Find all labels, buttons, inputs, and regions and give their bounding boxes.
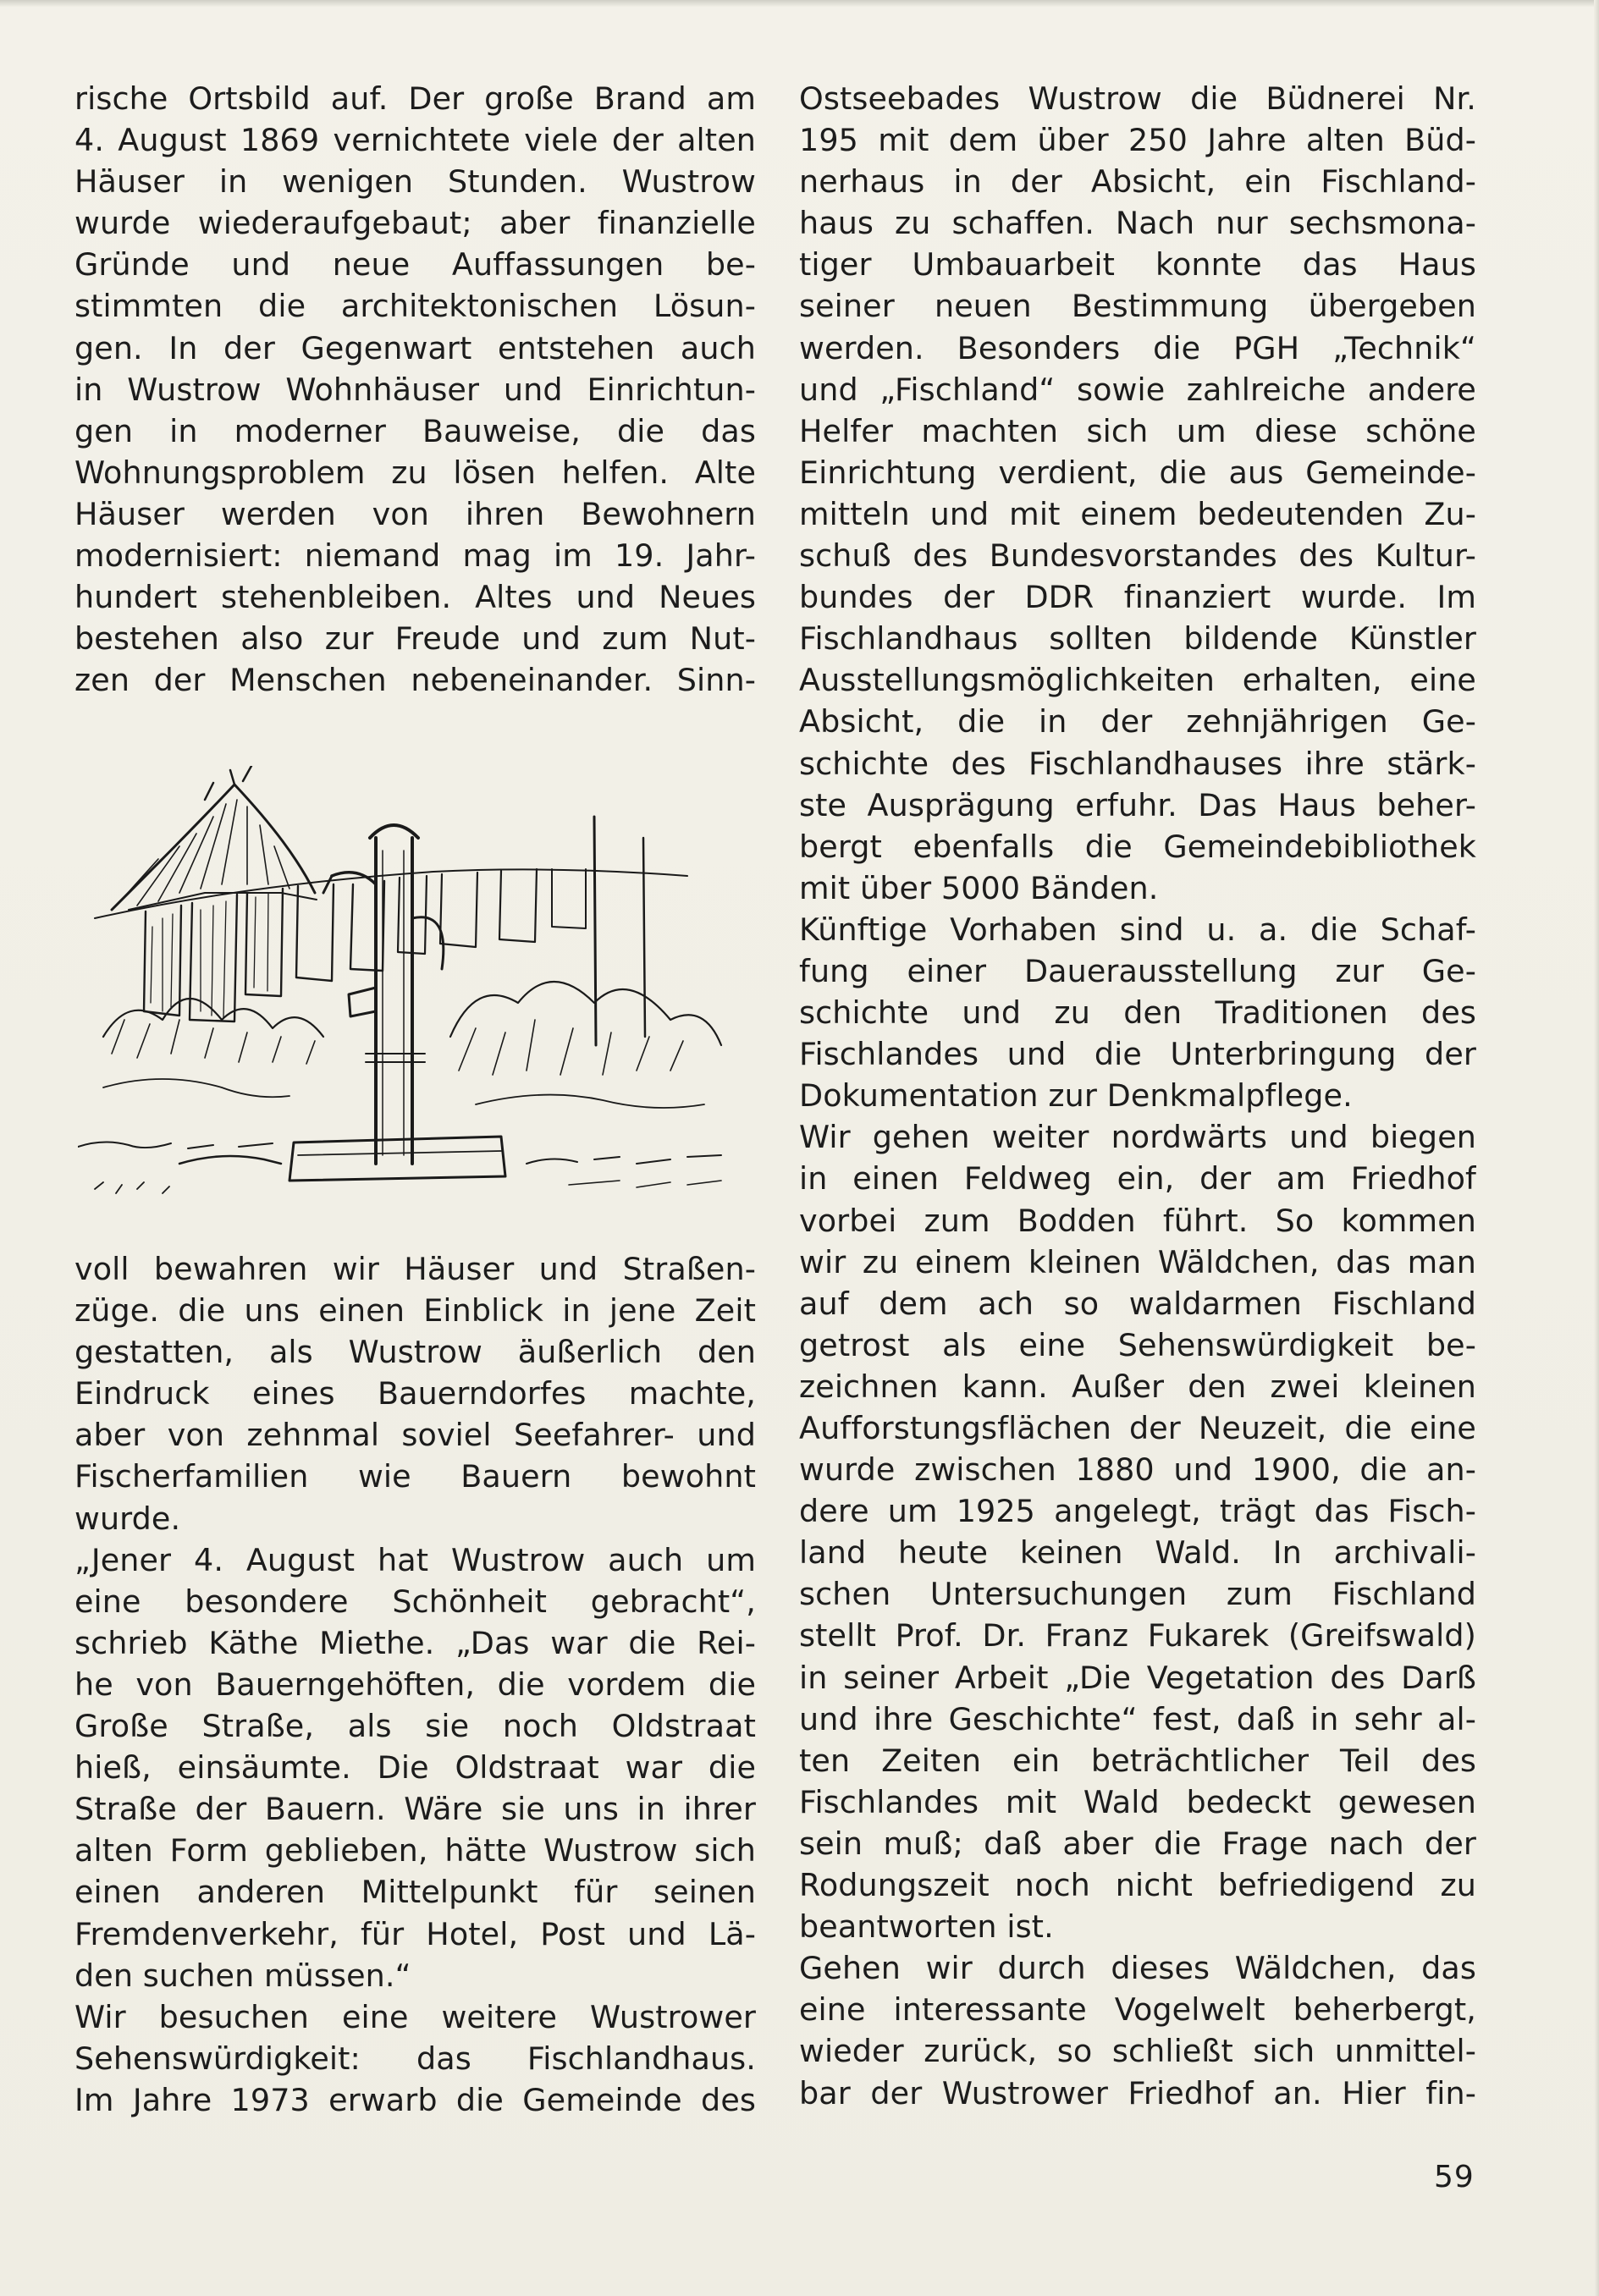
text-line: zeichnen kann. Außer den zwei kleinen	[799, 1368, 1476, 1405]
text-line: ten Zeiten ein beträchtlicher Teil des	[799, 1742, 1476, 1779]
text-line: Einrichtung verdient, die aus Gemeinde-	[799, 454, 1476, 491]
text-line: in einen Feldweg ein, der am Friedhof	[799, 1160, 1476, 1198]
text-line: Eindruck eines Bauerndorfes machte,	[74, 1375, 756, 1412]
text-line: Straße der Bauern. Wäre sie uns in ihrer	[74, 1791, 756, 1828]
text-line: schen Untersuchungen zum Fischland	[799, 1576, 1476, 1613]
text-line: fung einer Dauerausstellung zur Ge-	[799, 952, 1476, 989]
text-line: seiner neuen Bestimmung übergeben	[799, 288, 1476, 325]
text-line: sein muß; daß aber die Frage nach der	[799, 1825, 1476, 1862]
text-line: in seiner Arbeit „Die Vegetation des Darß	[799, 1659, 1476, 1696]
text-line: Fischlandes und die Unterbringung der	[799, 1036, 1476, 1073]
text-line: Große Straße, als sie noch Oldstraat	[74, 1708, 756, 1745]
page-right-shadow	[1594, 0, 1599, 2296]
text-line: hundert stehenbleiben. Altes und Neues	[74, 579, 756, 616]
text-line: schrieb Käthe Miethe. „Das war die Rei-	[74, 1624, 756, 1661]
text-line: modernisiert: niemand mag im 19. Jahr-	[74, 537, 756, 575]
text-line: Häuser werden von ihren Bewohnern	[74, 495, 756, 532]
text-line: dere um 1925 angelegt, trägt das Fisch-	[799, 1493, 1476, 1530]
text-line: ste Ausprägung erfuhr. Das Haus beher-	[799, 786, 1476, 823]
text-line: haus zu schaffen. Nach nur sechsmona-	[799, 205, 1476, 242]
text-line: wurde.	[74, 1500, 181, 1537]
text-line: Fremdenverkehr, für Hotel, Post und Lä-	[74, 1915, 756, 1952]
text-line: wurde wiederaufgebaut; aber finanzielle	[74, 205, 756, 242]
text-line: schichte des Fischlandhauses ihre stärk-	[799, 745, 1476, 782]
text-line: Rodungszeit noch nicht befriedigend zu	[799, 1867, 1476, 1904]
page-number: 59	[1434, 2160, 1475, 2194]
left-column-bottom	[74, 1248, 756, 2121]
text-line: tiger Umbauarbeit konnte das Haus	[799, 246, 1476, 284]
text-line: bundes der DDR finanziert wurde. Im	[799, 579, 1476, 616]
illustration-village-pump	[78, 766, 755, 1198]
text-line: 4. August 1869 vernichtete viele der alten	[74, 122, 756, 159]
text-line: alten Form geblieben, hätte Wustrow sich	[74, 1832, 756, 1869]
text-line: vorbei zum Bodden führt. So kommen	[799, 1202, 1476, 1239]
text-line: 195 mit dem über 250 Jahre alten Büd-	[799, 122, 1476, 159]
text-line: Fischlandhaus sollten bildende Künstler	[799, 620, 1476, 658]
text-line: zen der Menschen nebeneinander. Sinn-	[74, 662, 756, 699]
text-line: Fischerfamilien wie Bauern bewohnt	[74, 1458, 756, 1495]
text-line: Wir besuchen eine weitere Wustrower	[74, 1998, 756, 2035]
text-line: wir zu einem kleinen Wäldchen, das man	[799, 1243, 1476, 1280]
text-line: und „Fischland“ sowie zahlreiche andere	[799, 371, 1476, 408]
text-line: aber von zehnmal soviel Seefahrer- und	[74, 1417, 756, 1454]
text-line: Gehen wir durch dieses Wäldchen, das	[799, 1950, 1476, 1987]
text-line: getrost als eine Sehenswürdigkeit be-	[799, 1326, 1476, 1363]
text-line: züge. die uns einen Einblick in jene Zeit	[74, 1292, 756, 1330]
text-line: bergt ebenfalls die Gemeindebibliothek	[799, 828, 1476, 865]
text-line: eine besondere Schönheit gebracht“,	[74, 1583, 756, 1620]
text-line: Absicht, die in der zehnjährigen Ge-	[799, 703, 1476, 741]
text-line: wieder zurück, so schließt sich unmittel-	[799, 2033, 1476, 2070]
text-line: land heute keinen Wald. In archivali-	[799, 1534, 1476, 1572]
text-line: einen anderen Mittelpunkt für seinen	[74, 1874, 756, 1911]
text-line: Gründe und neue Auffassungen be-	[74, 246, 756, 284]
text-line: Helfer machten sich um diese schöne	[799, 412, 1476, 449]
page-top-shadow	[0, 0, 1599, 7]
text-line: hieß, einsäumte. Die Oldstraat war die	[74, 1749, 756, 1787]
text-line: nerhaus in der Absicht, ein Fischland-	[799, 163, 1476, 201]
text-line: auf dem ach so waldarmen Fischland	[799, 1285, 1476, 1322]
text-line: mit über 5000 Bänden.	[799, 869, 1159, 906]
text-line: Häuser in wenigen Stunden. Wustrow	[74, 163, 756, 201]
text-line: bar der Wustrower Friedhof an. Hier fin-	[799, 2074, 1476, 2112]
text-line: eine interessante Vogelwelt beherbergt,	[799, 1991, 1476, 2029]
right-column	[799, 78, 1476, 2114]
text-line: gen in moderner Bauweise, die das	[74, 412, 756, 449]
text-line: rische Ortsbild auf. Der große Brand am	[74, 80, 756, 117]
text-line: werden. Besonders die PGH „Technik“	[799, 329, 1476, 366]
left-column-top	[74, 78, 756, 701]
text-line: Wohnungsproblem zu lösen helfen. Alte	[74, 454, 756, 491]
text-line: Wir gehen weiter nordwärts und biegen	[799, 1119, 1476, 1156]
text-line: beantworten ist.	[799, 1908, 1054, 1946]
text-line: Ostseebades Wustrow die Büdnerei Nr.	[799, 80, 1476, 117]
text-line: Dokumentation zur Denkmalpflege.	[799, 1077, 1353, 1115]
text-line: Aufforstungsflächen der Neuzeit, die eine	[799, 1410, 1476, 1446]
text-line: gestatten, als Wustrow äußerlich den	[74, 1334, 756, 1371]
text-line: gen. In der Gegenwart entstehen auch	[74, 329, 756, 366]
text-line: „Jener 4. August hat Wustrow auch um	[74, 1541, 756, 1578]
text-line: voll bewahren wir Häuser und Straßen-	[74, 1251, 756, 1287]
text-line: he von Bauerngehöften, die vordem die	[74, 1666, 756, 1703]
text-line: Sehenswürdigkeit: das Fischlandhaus.	[74, 2040, 756, 2077]
text-line: mitteln und mit einem bedeutenden Zu-	[799, 495, 1476, 532]
text-line: stellt Prof. Dr. Franz Fukarek (Greifswald)	[799, 1617, 1476, 1655]
text-line: den suchen müssen.“	[74, 1957, 411, 1994]
text-line: Fischlandes mit Wald bedeckt gewesen	[799, 1783, 1476, 1820]
text-line: Künftige Vorhaben sind u. a. die Schaf-	[799, 911, 1476, 948]
text-line: schichte und zu den Traditionen des	[799, 994, 1476, 1032]
text-line: schuß des Bundesvorstandes des Kultur-	[799, 537, 1476, 575]
text-line: in Wustrow Wohnhäuser und Einrichtun-	[74, 371, 756, 408]
text-line: stimmten die architektonischen Lösun-	[74, 288, 756, 325]
text-line: Im Jahre 1973 erwarb die Gemeinde des	[74, 2081, 756, 2118]
text-line: Ausstellungsmöglichkeiten erhalten, eine	[799, 662, 1476, 699]
text-line: wurde zwischen 1880 und 1900, die an-	[799, 1451, 1476, 1489]
text-line: bestehen also zur Freude und zum Nut-	[74, 620, 756, 658]
text-line: und ihre Geschichte“ fest, daß in sehr al-	[799, 1700, 1476, 1737]
